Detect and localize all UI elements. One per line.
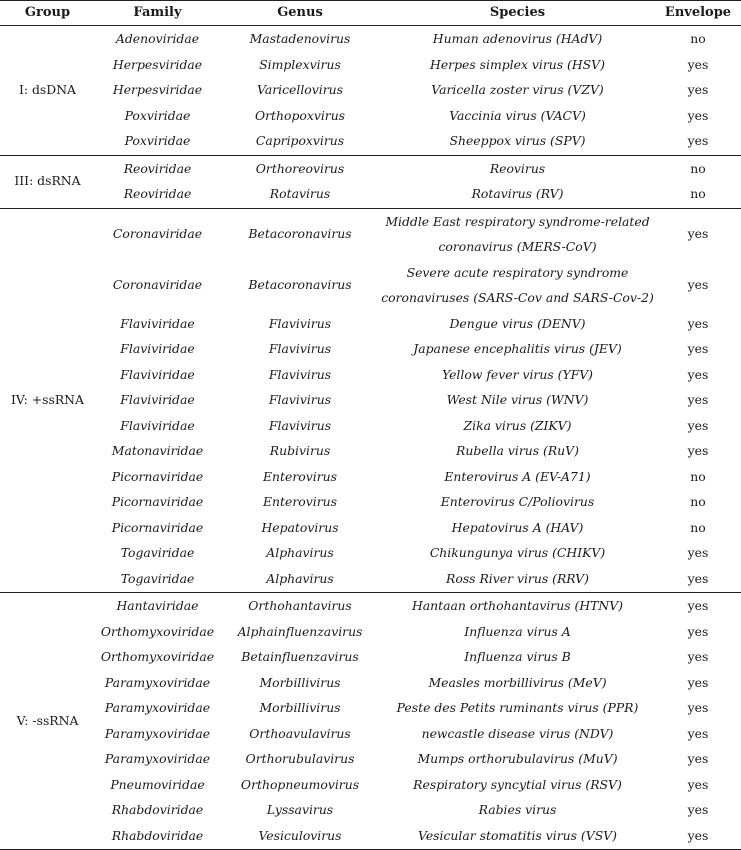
envelope-cell: yes [687,649,709,664]
family-cell: Paramyxoviridae [104,700,211,715]
genus-cell: Orthoreovirus [255,160,345,176]
species-cell: Chikungunya virus (CHIKV) [429,545,606,560]
species-cell: Respiratory syncytial virus (RSV) [413,776,622,792]
species-cell: Sheeppox virus (SPV) [449,133,586,148]
family-cell: Reoviridae [123,160,192,176]
genus-cell: Rotavirus [269,186,331,201]
family-cell: Poxviridae [124,133,191,148]
species-cell: Severe acute respiratory syndrome [406,264,629,280]
genus-cell: Orthoavulavirus [249,725,351,741]
envelope-cell: no [690,160,706,176]
species-cell: Zika virus (ZIKV) [463,417,572,433]
species-cell: Varicella zoster virus (VZV) [431,82,604,97]
genus-cell: Morbillivirus [259,674,341,690]
species-cell: newcastle disease virus (NDV) [421,725,614,741]
species-cell: Japanese encephalitis virus (JEV) [413,341,622,356]
family-cell: Picornaviridae [111,468,204,484]
envelope-cell: no [690,468,706,484]
species-cell: Hepatovirus A (HAV) [451,519,584,535]
envelope-cell: yes [687,341,709,356]
genus-cell: Flavivirus [268,315,332,331]
genus-cell: Rubivirus [269,443,331,458]
genus-cell: Betacoronavirus [248,277,352,293]
genus-cell: Alphainfluenzavirus [237,623,363,639]
envelope-cell: yes [687,417,709,433]
table-row [0,77,741,103]
genus-cell: Varicellovirus [257,82,343,97]
envelope-cell: yes [687,82,709,97]
species-cell: West Nile virus (WNV) [446,392,589,407]
genus-cell: Mastadenovirus [249,31,351,46]
table-row [0,438,741,464]
table-row [0,387,741,413]
genus-cell: Vesiculovirus [258,827,342,843]
family-cell: Adenoviridae [115,31,200,46]
table-row [0,772,741,798]
header-envelope: Envelope [664,5,732,20]
table-row [0,413,741,439]
envelope-cell: yes [687,443,709,458]
table-row [0,489,741,515]
genus-cell: Orthopoxvirus [254,107,346,123]
species-cell: Herpes simplex virus (HSV) [430,56,605,72]
table-row [0,52,741,78]
header-genus: Genus [277,5,323,20]
family-cell: Paramyxoviridae [104,725,211,741]
envelope-cell: yes [687,598,709,613]
species-cell: Enterovirus A (EV-A71) [444,468,591,484]
genus-cell: Enterovirus [263,494,337,509]
envelope-cell: yes [687,751,709,766]
family-cell: Coronaviridae [112,277,203,293]
envelope-cell: yes [687,700,709,715]
table-header-row [0,0,741,26]
envelope-cell: no [690,519,706,535]
species-cell: Enterovirus C/Poliovirus [440,494,595,509]
table-row [0,797,741,823]
species-cell: Middle East respiratory syndrome-related [385,213,650,229]
species-cell: Reovirus [489,160,546,176]
genus-cell: Lyssavirus [266,802,334,817]
species-cell: Human adenovirus (HAdV) [432,31,603,46]
family-cell: Pneumoviridae [110,776,205,792]
envelope-cell: yes [687,56,709,72]
envelope-cell: yes [687,802,709,817]
genus-cell: Capripoxvirus [255,133,345,148]
family-cell: Togaviridae [120,570,195,586]
header-family: Family [133,5,182,20]
family-cell: Flaviviridae [120,341,195,356]
table-row [0,823,741,849]
species-cell: Influenza virus A [464,623,571,639]
table-row [0,336,741,362]
envelope-cell: yes [687,570,709,586]
table-row [0,311,741,337]
family-cell: Paramyxoviridae [104,674,211,690]
table-row [0,362,741,388]
envelope-cell: yes [687,674,709,690]
group-label: V: -ssRNA [16,712,79,728]
genus-cell: Flavivirus [268,417,332,433]
header-group: Group [24,5,71,20]
table-row [0,464,741,490]
table-row [0,619,741,645]
table-row [0,566,741,592]
family-cell: Reoviridae [123,186,192,201]
family-cell: Coronaviridae [112,226,203,242]
genus-cell: Enterovirus [263,468,337,484]
envelope-cell: no [690,186,706,201]
genus-cell: Betainfluenzavirus [241,649,359,664]
species-cell: Ross River virus (RRV) [446,570,589,586]
genus-cell: Hepatovirus [261,519,339,535]
genus-cell: Alphavirus [266,570,334,586]
species-cell: Rotavirus (RV) [471,186,564,201]
table-row [0,209,741,260]
family-cell: Hantaviridae [116,598,199,613]
envelope-cell: yes [687,107,709,123]
family-cell: Rhabdoviridae [111,802,204,817]
species-cell: Vesicular stomatitis virus (VSV) [418,827,617,843]
envelope-cell: no [690,31,706,46]
envelope-cell: yes [687,725,709,741]
table-row [0,695,741,721]
envelope-cell: yes [687,133,709,148]
family-cell: Picornaviridae [111,519,204,535]
family-cell: Flaviviridae [120,417,195,433]
species-cell: Influenza virus B [464,649,571,664]
genus-cell: Alphavirus [266,545,334,560]
group-label: I: dsDNA [18,81,77,97]
species-cell: coronaviruses (SARS-Cov and SARS-Cov-2) [381,290,654,305]
genus-cell: Morbillivirus [259,700,341,715]
species-cell: Yellow fever virus (YFV) [441,366,594,382]
table-row [0,644,741,670]
group-label: III: dsRNA [14,173,81,188]
table-row [0,540,741,566]
species-cell: Peste des Petits ruminants virus (PPR) [396,700,639,715]
species-cell: Measles morbillivirus (MeV) [428,674,607,690]
envelope-cell: yes [687,315,709,331]
species-cell: Vaccinia virus (VACV) [449,107,586,123]
table-row [0,670,741,696]
family-cell: Paramyxoviridae [104,751,211,766]
table-row [0,593,741,619]
species-cell: Rubella virus (RuV) [456,443,579,458]
table-row [0,103,741,129]
species-cell: coronavirus (MERS-CoV) [438,239,597,254]
table-row [0,156,741,182]
species-cell: Mumps orthorubulavirus (MuV) [417,751,618,766]
envelope-cell: yes [687,392,709,407]
genus-cell: Flavivirus [268,366,332,382]
envelope-cell: no [690,494,706,509]
family-cell: Herpesviridae [112,56,203,72]
family-cell: Orthomyxoviridae [100,649,215,664]
envelope-cell: yes [687,827,709,843]
table-row [0,26,741,52]
family-cell: Picornaviridae [111,494,204,509]
table-row [0,260,741,311]
envelope-cell: yes [687,226,709,242]
table-row [0,181,741,207]
family-cell: Matonaviridae [111,443,204,458]
table-row [0,515,741,541]
envelope-cell: yes [687,545,709,560]
table-row [0,721,741,747]
genus-cell: Flavivirus [268,341,332,356]
group-label: IV: +ssRNA [11,391,84,407]
envelope-cell: yes [687,366,709,382]
table-row [0,746,741,772]
family-cell: Togaviridae [120,545,195,560]
family-cell: Herpesviridae [112,82,203,97]
envelope-cell: yes [687,776,709,792]
genus-cell: Betacoronavirus [248,226,352,242]
genus-cell: Orthorubulavirus [245,751,355,766]
genus-cell: Simplexvirus [259,56,341,72]
family-cell: Flaviviridae [120,392,195,407]
species-cell: Hantaan orthohantavirus (HTNV) [411,598,624,613]
family-cell: Orthomyxoviridae [100,623,215,639]
envelope-cell: yes [687,277,709,293]
species-cell: Rabies virus [478,802,557,817]
family-cell: Rhabdoviridae [111,827,204,843]
family-cell: Poxviridae [124,107,191,123]
header-species: Species [489,5,546,20]
genus-cell: Orthohantavirus [248,598,352,613]
species-cell: Dengue virus (DENV) [449,315,586,331]
genus-cell: Orthopneumovirus [240,776,360,792]
family-cell: Flaviviridae [120,366,195,382]
family-cell: Flaviviridae [120,315,195,331]
table-row [0,128,741,154]
envelope-cell: yes [687,623,709,639]
genus-cell: Flavivirus [268,392,332,407]
